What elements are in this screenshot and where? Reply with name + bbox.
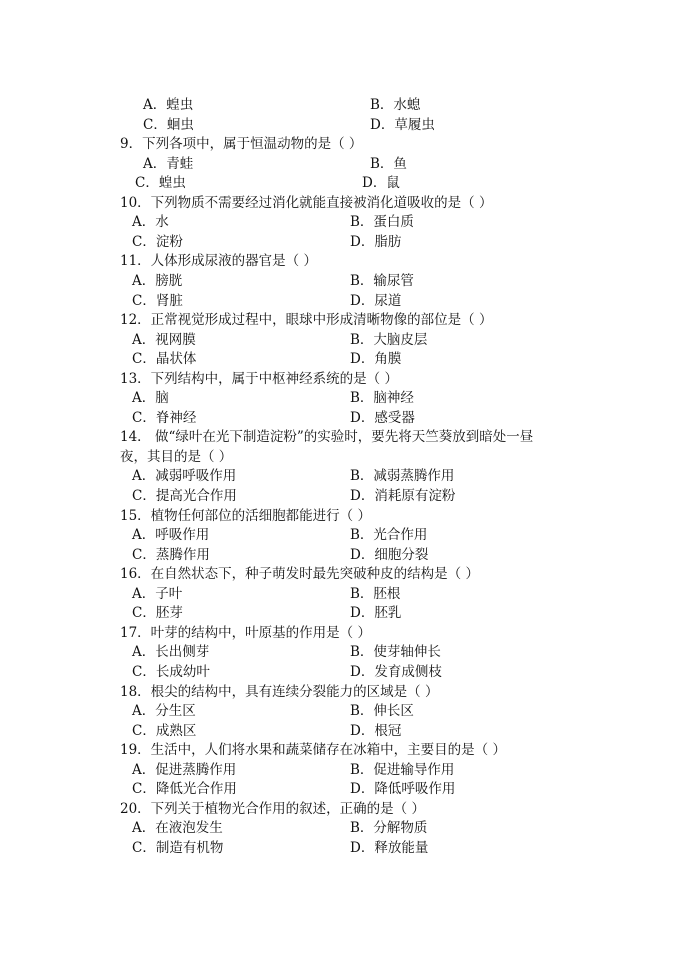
question-text: 夜，其目的是（ ） xyxy=(120,448,233,465)
options-line xyxy=(0,702,688,722)
option-left: C．淀粉 xyxy=(132,233,183,250)
question-text: 14． 做“绿叶在光下制造淀粉”的实验时，要先将天竺葵放到暗处一昼 xyxy=(120,429,534,446)
options-line xyxy=(0,292,688,312)
options-line xyxy=(0,780,688,800)
options-line xyxy=(0,272,688,292)
question-line xyxy=(0,741,688,761)
options-line xyxy=(0,526,688,546)
question-line xyxy=(0,683,688,703)
option-left: A．水 xyxy=(132,214,169,231)
option-right: B．脑神经 xyxy=(350,390,414,407)
options-line xyxy=(0,819,688,839)
question-line xyxy=(0,565,688,585)
options-line xyxy=(0,761,688,781)
options-line xyxy=(0,839,688,859)
option-right: B．使芽轴伸长 xyxy=(350,644,441,661)
options-line xyxy=(0,350,688,370)
options-line xyxy=(0,722,688,742)
options-line xyxy=(0,604,688,624)
options-line xyxy=(0,487,688,507)
option-left: C．降低光合作用 xyxy=(132,781,237,798)
option-right: B．水螅 xyxy=(370,97,421,113)
option-right: B．促进输导作用 xyxy=(350,761,455,778)
question-text: 15．植物任何部位的活细胞都能进行（ ） xyxy=(120,507,371,524)
options-line xyxy=(0,233,688,253)
option-right: B．蛋白质 xyxy=(350,214,414,231)
option-right: D．尿道 xyxy=(350,292,402,309)
option-left: C．蒸腾作用 xyxy=(132,546,210,563)
option-right: D．消耗原有淀粉 xyxy=(350,488,456,504)
options-line xyxy=(0,663,688,683)
option-left: A．脑 xyxy=(132,390,169,407)
option-right: B．光合作用 xyxy=(350,527,428,544)
option-right: D．角膜 xyxy=(350,351,402,368)
question-line xyxy=(0,624,688,644)
question-line xyxy=(0,252,688,272)
option-right: D．细胞分裂 xyxy=(350,546,429,563)
question-text: 9．下列各项中，属于恒温动物的是（ ） xyxy=(120,136,363,153)
option-left: A．青蛙 xyxy=(143,155,194,172)
options-line xyxy=(0,116,688,136)
options-line xyxy=(0,643,688,663)
option-left: A．呼吸作用 xyxy=(132,527,210,544)
question-text: 19．生活中，人们将水果和蔬菜储存在冰箱中，主要目的是（ ） xyxy=(120,742,506,759)
option-left: A．分生区 xyxy=(132,703,196,720)
option-left: C．蝗虫 xyxy=(135,175,186,192)
option-left: C．蛔虫 xyxy=(143,116,194,133)
option-right: B．分解物质 xyxy=(350,820,428,837)
option-left: A．子叶 xyxy=(132,585,183,602)
option-left: C．制造有机物 xyxy=(132,839,224,856)
option-right: D．释放能量 xyxy=(350,839,429,856)
option-left: C．成熟区 xyxy=(132,722,197,739)
option-left: A．在液泡发生 xyxy=(132,820,223,837)
option-right: B．输尿管 xyxy=(350,272,414,289)
option-left: A．膀胱 xyxy=(132,272,183,289)
option-right: D．鼠 xyxy=(362,175,400,192)
option-left: C．晶状体 xyxy=(132,351,197,368)
question-line xyxy=(0,448,688,468)
question-line xyxy=(0,370,688,390)
option-right: D．草履虫 xyxy=(370,116,435,133)
options-line xyxy=(0,585,688,605)
option-right: B．胚根 xyxy=(350,585,401,602)
question-line xyxy=(0,428,688,448)
question-line xyxy=(0,507,688,527)
option-left: A．促进蒸腾作用 xyxy=(132,761,237,778)
option-left: C．脊神经 xyxy=(132,409,197,426)
question-line xyxy=(0,311,688,331)
question-text: 20．下列关于植物光合作用的叙述，正确的是（ ） xyxy=(120,800,425,817)
option-left: A．长出侧芽 xyxy=(132,644,210,661)
option-right: D．感受器 xyxy=(350,409,415,426)
options-line xyxy=(0,389,688,409)
option-left: C．提高光合作用 xyxy=(132,488,237,504)
option-right: B．鱼 xyxy=(370,155,407,172)
option-left: C．胚芽 xyxy=(132,605,183,622)
option-right: D．发育成侧枝 xyxy=(350,663,442,680)
option-right: D．根冠 xyxy=(350,722,402,739)
question-text: 10．下列物质不需要经过消化就能直接被消化道吸收的是（ ） xyxy=(120,194,493,211)
option-right: B．大脑皮层 xyxy=(350,331,428,348)
question-text: 18．根尖的结构中，具有连续分裂能力的区域是（ ） xyxy=(120,683,439,700)
question-text: 13．下列结构中，属于中枢神经系统的是（ ） xyxy=(120,370,398,387)
option-left: A．减弱呼吸作用 xyxy=(132,468,237,485)
option-left: A．蝗虫 xyxy=(143,97,194,113)
question-text: 16．在自然状态下，种子萌发时最先突破种皮的结构是（ ） xyxy=(120,566,479,583)
options-line xyxy=(0,174,688,194)
option-right: B．伸长区 xyxy=(350,703,414,720)
option-left: C．长成幼叶 xyxy=(132,663,210,680)
option-right: B．减弱蒸腾作用 xyxy=(350,468,455,485)
question-text: 12．正常视觉形成过程中，眼球中形成清晰物像的部位是（ ） xyxy=(120,312,493,329)
options-line xyxy=(0,96,688,116)
question-line xyxy=(0,194,688,214)
options-line xyxy=(0,546,688,566)
question-line xyxy=(0,135,688,155)
question-line xyxy=(0,800,688,820)
option-left: C．肾脏 xyxy=(132,292,183,309)
option-right: D．胚乳 xyxy=(350,605,402,622)
options-line xyxy=(0,213,688,233)
option-left: A．视网膜 xyxy=(132,331,196,348)
option-right: D．降低呼吸作用 xyxy=(350,781,456,798)
options-line xyxy=(0,467,688,487)
options-line xyxy=(0,155,688,175)
option-right: D．脂肪 xyxy=(350,233,402,250)
question-text: 17．叶芽的结构中，叶原基的作用是（ ） xyxy=(120,624,371,641)
options-line xyxy=(0,331,688,351)
options-line xyxy=(0,409,688,429)
question-text: 11．人体形成尿液的器官是（ ） xyxy=(120,253,317,270)
